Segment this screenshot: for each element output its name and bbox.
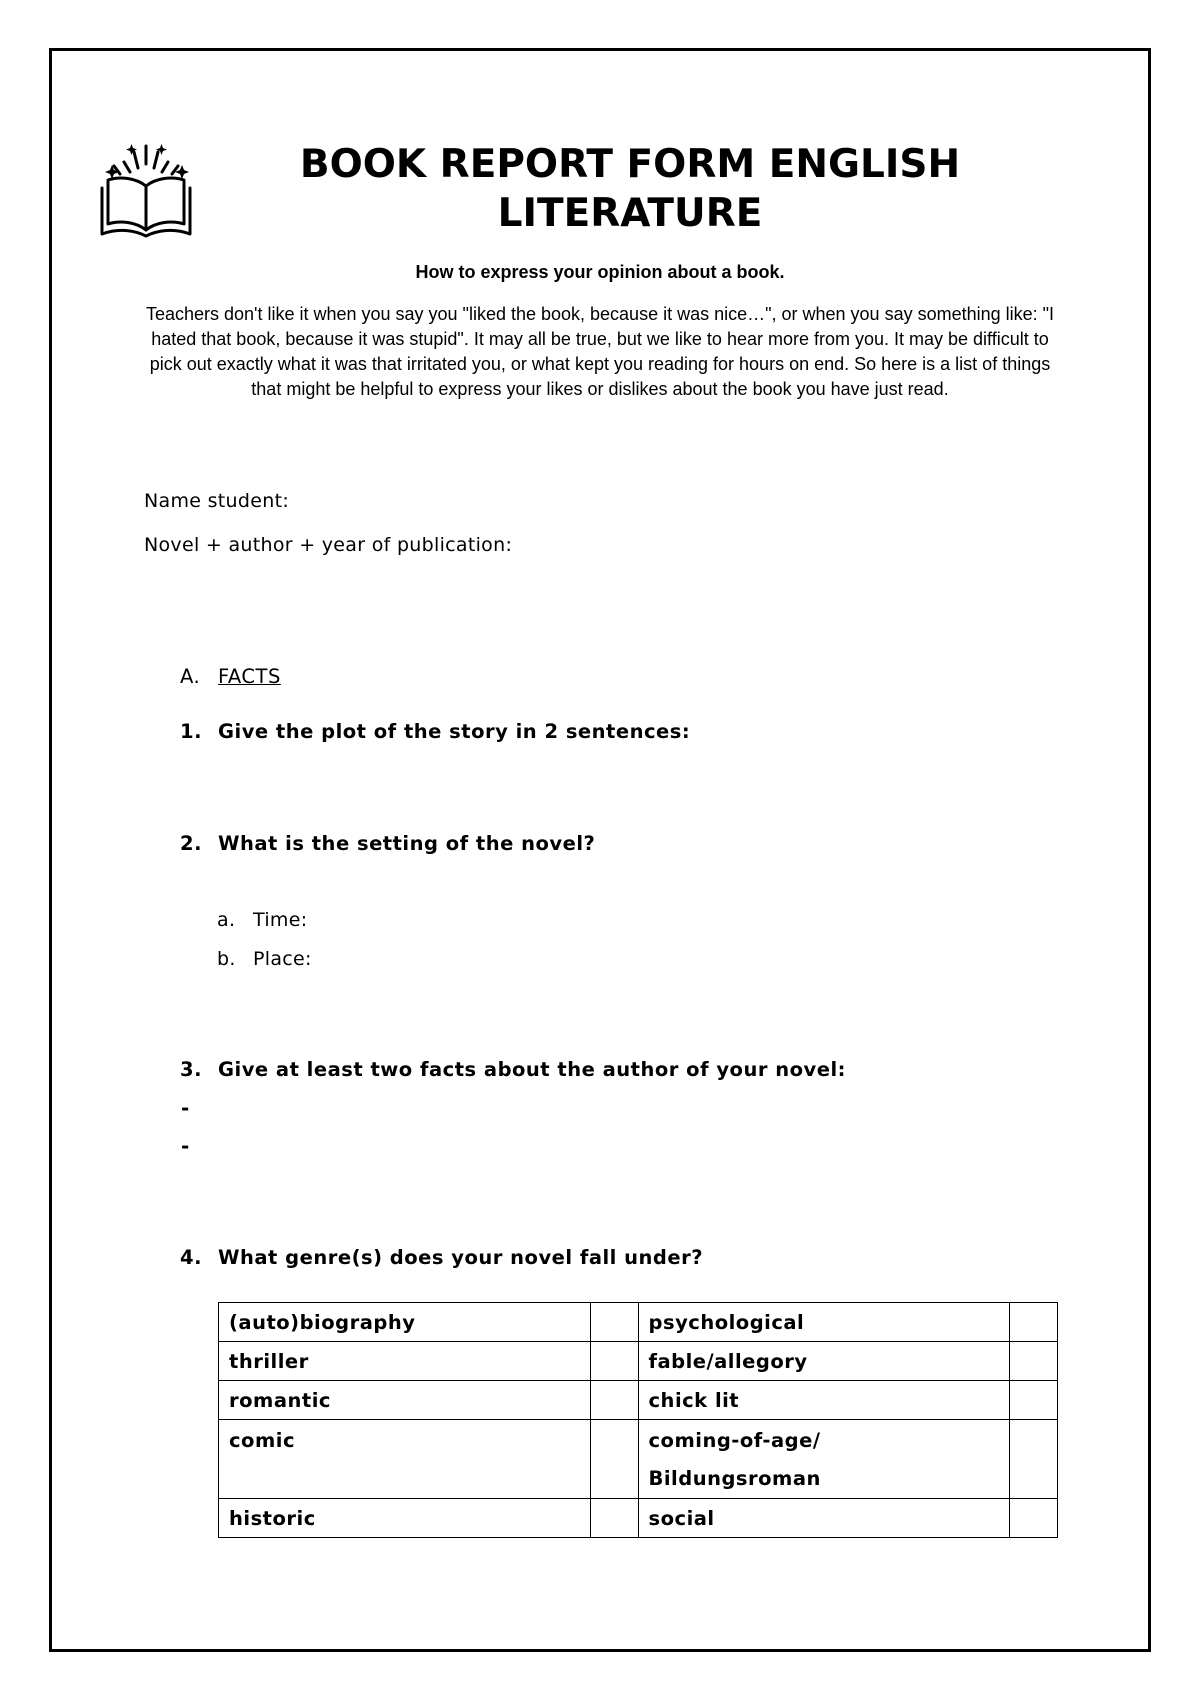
table-row [219, 1303, 1058, 1342]
open-book-sparkle-icon [100, 142, 192, 238]
setting-label: Place: [253, 948, 312, 970]
question-number: 2. [180, 832, 202, 855]
table-row [219, 1499, 1058, 1538]
setting-label: Time: [253, 909, 308, 931]
genre-cell-multiline [638, 1420, 1010, 1499]
genre-cell: thriller [219, 1342, 591, 1381]
section-title: FACTS [218, 665, 281, 688]
genre-line: Bildungsroman [648, 1467, 821, 1490]
genre-cell: historic [219, 1499, 591, 1538]
author-fact-bullet: - [181, 1096, 190, 1120]
question-number: 1. [180, 720, 202, 743]
question-2 [180, 832, 595, 855]
genre-cell: (auto)biography [219, 1303, 591, 1342]
setting-letter: a. [217, 909, 236, 931]
genre-checkbox-cell[interactable] [1010, 1381, 1058, 1420]
genre-checkbox-cell[interactable] [1010, 1420, 1058, 1499]
intro-subtitle: How to express your opinion about a book. [415, 262, 785, 282]
question-text: What genre(s) does your novel fall under? [218, 1246, 704, 1269]
intro-paragraph: Teachers don't like it when you say you "liked the book, because it was nice…", or when you say something like: "I hated that book, because it was stupid". It may all be true, but we like to hear more from you. It may be difficult to pick out exactly what it was that irritated you, or what kept you reading for hours on end. So here is a list of things that might be helpful to express your likes or dislikes about the book you have just read. [145, 304, 1055, 399]
author-fact-bullet: - [181, 1134, 190, 1158]
question-1 [180, 720, 690, 743]
section-a-heading [180, 665, 281, 688]
question-text: Give the plot of the story in 2 sentences: [218, 720, 691, 743]
genre-cell: romantic [219, 1381, 591, 1420]
page-title: BOOK REPORT FORM ENGLISH LITERATURE [299, 142, 961, 236]
genre-cell: psychological [638, 1303, 1010, 1342]
genre-cell: social [638, 1499, 1010, 1538]
setting-letter: b. [217, 948, 236, 970]
table-row [219, 1342, 1058, 1381]
setting-time [217, 909, 307, 931]
name-student-label: Name student: [144, 490, 290, 512]
genre-checkbox-cell[interactable] [1010, 1499, 1058, 1538]
question-3 [180, 1058, 846, 1081]
genre-checkbox-cell[interactable] [1010, 1303, 1058, 1342]
question-4 [180, 1246, 703, 1269]
table-row [219, 1381, 1058, 1420]
novel-author-year-label: Novel + author + year of publication: [144, 534, 513, 556]
genre-checkbox-cell[interactable] [1010, 1342, 1058, 1381]
question-number: 4. [180, 1246, 202, 1269]
genre-checkbox-cell[interactable] [590, 1420, 638, 1499]
question-number: 3. [180, 1058, 202, 1081]
genre-cell: fable/allegory [638, 1342, 1010, 1381]
genre-checkbox-cell[interactable] [590, 1342, 638, 1381]
genre-cell: chick lit [638, 1381, 1010, 1420]
question-text: Give at least two facts about the author of your novel: [218, 1058, 846, 1081]
genre-checkbox-cell[interactable] [590, 1499, 638, 1538]
genre-checkbox-cell[interactable] [590, 1303, 638, 1342]
genre-line: coming-of-age/ [648, 1429, 821, 1452]
setting-place [217, 948, 312, 970]
genre-table [218, 1302, 1058, 1538]
genre-checkbox-cell[interactable] [590, 1381, 638, 1420]
question-text: What is the setting of the novel? [218, 832, 596, 855]
genre-cell: comic [219, 1420, 591, 1499]
table-row [219, 1420, 1058, 1499]
section-letter: A. [180, 665, 201, 688]
